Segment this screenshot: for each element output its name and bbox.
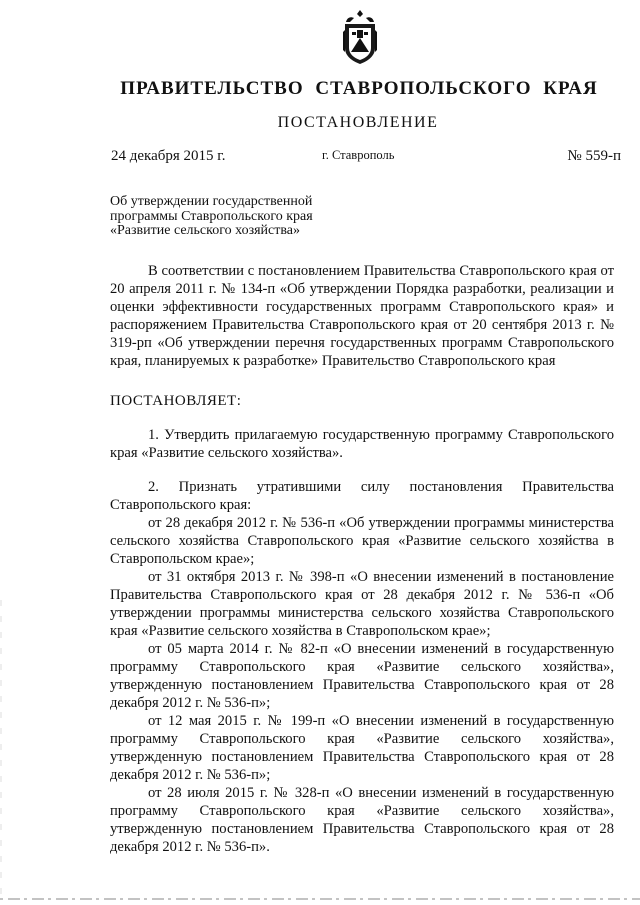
repealed-decree: от 05 марта 2014 г. № 82-п «О внесении изменений в государственную программу Ставропольского края «Развитие сельского хозяйства», утвержденную постановлением Правительства Ставропольского края от 28 декабря 2012 г. № 536-п»;: [110, 641, 614, 711]
repealed-decree: от 28 декабря 2012 г. № 536-п «Об утверждении программы министерства сельского хозяйства Ставропольского края «Развитие сельского хозяйства в Ставропольском крае»;: [110, 515, 614, 567]
government-title: ПРАВИТЕЛЬСТВО СТАВРОПОЛЬСКОГО КРАЯ: [120, 78, 598, 99]
scan-bottom-artifact: [0, 897, 640, 902]
subject-line: Об утверждении государственной: [110, 194, 313, 209]
document-city: г. Ставрополь: [322, 148, 395, 162]
document-type: ПОСТАНОВЛЕНИЕ: [277, 114, 439, 131]
document-date: 24 декабря 2015 г.: [111, 148, 226, 164]
scan-edge-artifact: [0, 600, 3, 900]
item-1: 1. Утвердить прилагаемую государственную программу Ставропольского края «Развитие сельского хозяйства».: [110, 427, 614, 461]
decree-word: ПОСТАНОВЛЯЕТ:: [110, 393, 242, 409]
document-subject: [110, 195, 370, 239]
repealed-decree: от 12 мая 2015 г. № 199-п «О внесении изменений в государственную программу Ставропольского края «Развитие сельского хозяйства», утвержденную постановлением Правительства Ставропольского края от 28 декабря 2012 г. № 536-п»;: [110, 713, 614, 783]
subject-line: программы Ставропольского края: [110, 208, 313, 224]
repealed-decree: от 31 октября 2013 г. № 398-п «О внесении изменений в постановление Правительства Ставропольского края от 28 декабря 2012 г. № 536-п «Об утверждении программы министерства сельского хозяйства Ставропольского края «Развитие сельского хозяйства в Ставропольском крае»;: [110, 569, 614, 639]
item-2: 2. Признать утратившими силу постановления Правительства Ставропольского края:: [110, 479, 614, 513]
subject-line: «Развитие сельского хозяйства»: [110, 223, 301, 238]
preamble-paragraph: В соответствии с постановлением Правительства Ставропольского края от 20 апреля 2011 г. № 134-п «Об утверждении Порядка разработки, реализации и оценки эффективности государственных программ Ставропольского края» и распоряжением Правительства Ставропольского края от 20 сентября 2013 г. № 319-рп «Об утверждении перечня государственных программ Ставропольского края, планируемых к разработке» Правительство Ставропольского края: [110, 263, 614, 369]
document-number: № 559-п: [567, 148, 621, 164]
document-body: [110, 262, 614, 856]
repealed-decree: от 28 июля 2015 г. № 328-п «О внесении изменений в государственную программу Ставропольского края «Развитие сельского хозяйства», утвержденную постановлением Правительства Ставропольского края от 28 декабря 2012 г. № 536-п».: [110, 785, 614, 855]
coat-of-arms-icon: [340, 8, 380, 66]
